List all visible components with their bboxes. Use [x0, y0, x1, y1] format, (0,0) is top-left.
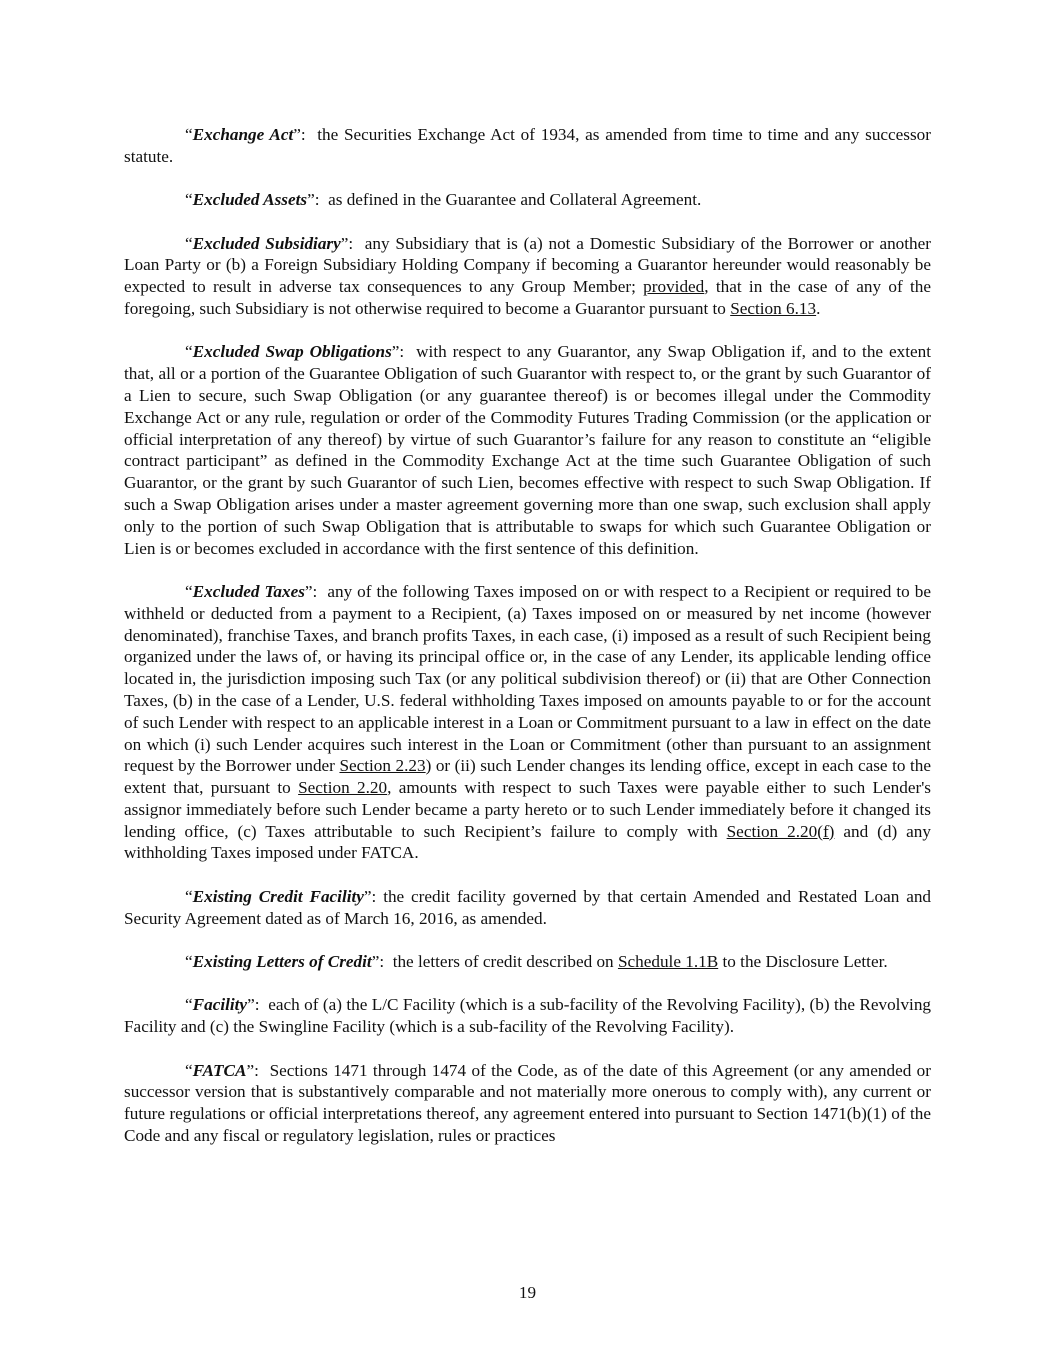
definition-text: ) or (ii) such Lender changes its lending office, except in each case to the extent that, pursuant to: [124, 756, 931, 798]
defined-term: FATCA: [192, 1060, 247, 1080]
section-reference-link[interactable]: Section 2.20(f): [726, 821, 835, 841]
definition-text: each of (a) the L/C Facility (which is a sub-facility of the Revolving Facility), (b) the Revolving Facility and (c) the Swingline Facility (which is a sub-facility of the Revolving Facility).: [124, 995, 932, 1037]
page-number: 19: [518, 1283, 537, 1302]
section-reference-link[interactable]: Section 2.23: [339, 756, 426, 776]
definition-excluded-assets: “Excluded Assets”: as defined in the Guarantee and Collateral Agreement.: [185, 190, 702, 210]
definition-text: to the Disclosure Letter.: [718, 952, 888, 972]
definition-text: the Securities Exchange Act of 1934, as amended from time to time and any successor statute.: [124, 125, 931, 166]
definition-excluded-subsidiary: “Excluded Subsidiary”: any Subsidiary that is (a) not a Domestic Subsidiary of the Borrower or another Loan Party or (b) a Foreign Subsidiary Holding Company if becoming a Guarantor hereunder would reasonably be expected to result in adverse tax consequences to any Group Member; provided, that in the case of any of the foregoing, such Subsidiary is not otherwise required to become a Guarantor pursuant to Section 6.13.: [124, 233, 931, 318]
provided-emphasis: provided: [643, 277, 705, 297]
defined-term: Excluded Taxes: [192, 581, 305, 601]
definition-text: , amounts with respect to such Taxes were payable either to such Lender's assignor immediately before such Lender became a party hereto or to such Lender immediately before it changed its lending office, (c) Taxes attributable to such Recipient’s failure to comply with: [124, 778, 931, 841]
definition-excluded-swap-obligations: “Excluded Swap Obligations”: with respect to any Guarantor, any Swap Obligation if, and to the extent that, all or a portion of the Guarantee Obligation of such Guarantor with respect to, or the grant by such Guarantor of a Lien to secure, such Swap Obligation (or any guarantee thereof) is or becomes illegal under the Commodity Exchange Act or any rule, regulation or order of the Commodity Futures Trading Commission (or the application or official interpretation of any thereof) by virtue of such Guarantor’s failure for any reason to constitute an “eligible contract participant” as defined in the Commodity Exchange Act at the time such Guarantee Obligation of such Guarantor, or the grant by such Guarantor of such Lien, becomes effective with respect to such Swap Obligation. If such a Swap Obligation arises under a master agreement governing more than one swap, such exclusion shall apply only to the portion of such Swap Obligation that is attributable to swaps for which such Guarantee Obligation or Lien is or becomes excluded in accordance with the first sentence of this definition.: [124, 342, 932, 558]
definition-exchange-act: “Exchange Act”: the Securities Exchange Act of 1934, as amended from time to time and any successor statute.: [124, 125, 931, 166]
defined-term: Excluded Assets: [192, 190, 308, 210]
definition-text: and (d) any withholding Taxes imposed under FATCA.: [124, 821, 931, 863]
defined-term: Excluded Swap Obligations: [192, 342, 392, 362]
definition-fatca: “FATCA”: Sections 1471 through 1474 of the Code, as of the date of this Agreement (or any amended or successor version that is substantively comparable and not materially more onerous to comply with), any current or future regulations or official interpretations thereof, any agreement entered into pursuant to Section 1471(b)(1) of the Code and any fiscal or regulatory legislation, rules or practices: [124, 1060, 931, 1146]
definition-text: Sections 1471 through 1474 of the Code, as of the date of this Agreement (or any amended or successor version that is substantively comparable and not materially more onerous to comply with), any current or future regulations or official interpretations thereof, any agreement entered into pursuant to Section 1471(b)(1) of the Code and any fiscal or regulatory legislation, rules or practices: [124, 1060, 931, 1146]
definition-text: with respect to any Guarantor, any Swap Obligation if, and to the extent that, all or a portion of the Guarantee Obligation of such Guarantor with respect to, or the grant by such Guarantor of a Lien to secure, such Swap Obligation (or any guarantee thereof) is or becomes illegal under the Commodity Exchange Act or any rule, regulation or order of the Commodity Futures Trading Commission (or the application or official interpretation of any thereof) by virtue of such Guarantor’s failure for any reason to constitute an “eligible contract participant” as defined in the Commodity Exchange Act at the time such Guarantee Obligation of such Guarantor, or the grant by such Guarantor of such Lien, becomes effective with respect to such Swap Obligation. If such a Swap Obligation arises under a master agreement governing more than one swap, such exclusion shall apply only to the portion of such Swap Obligation that is attributable to swaps for which such Guarantee Obligation or Lien is or becomes excluded in accordance with the first sentence of this definition.: [124, 342, 932, 558]
definition-text: any Subsidiary that is (a) not a Domestic Subsidiary of the Borrower or another Loan Party or (b) a Foreign Subsidiary Holding Company if becoming a Guarantor hereunder would reasonably be expected to result in adverse tax consequences to any Group Member;: [124, 233, 931, 297]
section-reference-link[interactable]: Section 6.13: [730, 298, 817, 318]
definition-text: any of the following Taxes imposed on or with respect to a Recipient or required to be withheld or deducted from a payment to a Recipient, (a) Taxes imposed on or measured by net income (however denominated), franchise Taxes, and branch profits Taxes, in each case, (i) imposed as a result of such Recipient being organized under the laws of, or having its principal office or, in the case of any Lender, its applicable lending office located in, the jurisdiction imposing such Tax (or any political subdivision thereof) or (ii) that are Other Connection Taxes, (b) in the case of a Lender, U.S. federal withholding Taxes imposed on amounts payable to or for the account of such Lender with respect to an applicable interest in a Loan or Commitment pursuant to a law in effect on the date on which (i) such Lender acquires such interest in the Loan or Commitment (other than pursuant to an assignment request by the Borrower under: [124, 581, 932, 776]
defined-term: Existing Credit Facility: [192, 886, 364, 906]
defined-term: Exchange Act: [192, 125, 294, 144]
definition-text: as defined in the Guarantee and Collateral Agreement.: [328, 190, 702, 210]
definition-text: , that in the case of any of the foregoing, such Subsidiary is not otherwise required to become a Guarantor pursuant to: [124, 277, 931, 318]
definition-existing-letters-of-credit: “Existing Letters of Credit”: the letters of credit described on Schedule 1.1B to the Disclosure Letter.: [185, 952, 888, 972]
section-reference-link[interactable]: Section 2.20: [298, 778, 388, 798]
defined-term: Excluded Subsidiary: [192, 233, 341, 253]
document-body: [124, 124, 931, 1168]
definition-existing-credit-facility: “Existing Credit Facility”: the credit facility governed by that certain Amended and Restated Loan and Security Agreement dated as of March 16, 2016, as amended.: [124, 886, 932, 928]
definition-excluded-taxes: “Excluded Taxes”: any of the following Taxes imposed on or with respect to a Recipient or required to be withheld or deducted from a payment to a Recipient, (a) Taxes imposed on or measured by net income (however denominated), franchise Taxes, and branch profits Taxes, in each case, (i) imposed as a result of such Recipient being organized under the laws of, or having its principal office or, in the case of any Lender, its applicable lending office located in, the jurisdiction imposing such Tax (or any political subdivision thereof) or (ii) that are Other Connection Taxes, (b) in the case of a Lender, U.S. federal withholding Taxes imposed on amounts payable to or for the account of such Lender with respect to an applicable interest in a Loan or Commitment pursuant to a law in effect on the date on which (i) such Lender acquires such interest in the Loan or Commitment (other than pursuant to an assignment request by the Borrower under Section 2.23) or (ii) such Lender changes its lending office, except in each case to the extent that, pursuant to Section 2.20, amounts with respect to such Taxes were payable either to such Lender's assignor immediately before such Lender became a party hereto or to such Lender immediately before it changed its lending office, (c) Taxes attributable to such Recipient’s failure to comply with Section 2.20(f) and (d) any withholding Taxes imposed under FATCA.: [124, 581, 932, 863]
defined-term: Existing Letters of Credit: [192, 952, 372, 972]
schedule-reference-link[interactable]: Schedule 1.1B: [617, 952, 719, 972]
definition-text: the credit facility governed by that certain Amended and Restated Loan and Security Agreement dated as of March 16, 2016, as amended.: [124, 886, 932, 928]
definition-facility: “Facility”: each of (a) the L/C Facility (which is a sub-facility of the Revolving Facility), (b) the Revolving Facility and (c) the Swingline Facility (which is a sub-facility of the Revolving Facility).: [124, 995, 932, 1037]
defined-term: Facility: [192, 995, 248, 1015]
definition-text: .: [816, 298, 821, 318]
definition-text: the letters of credit described on: [392, 952, 618, 972]
